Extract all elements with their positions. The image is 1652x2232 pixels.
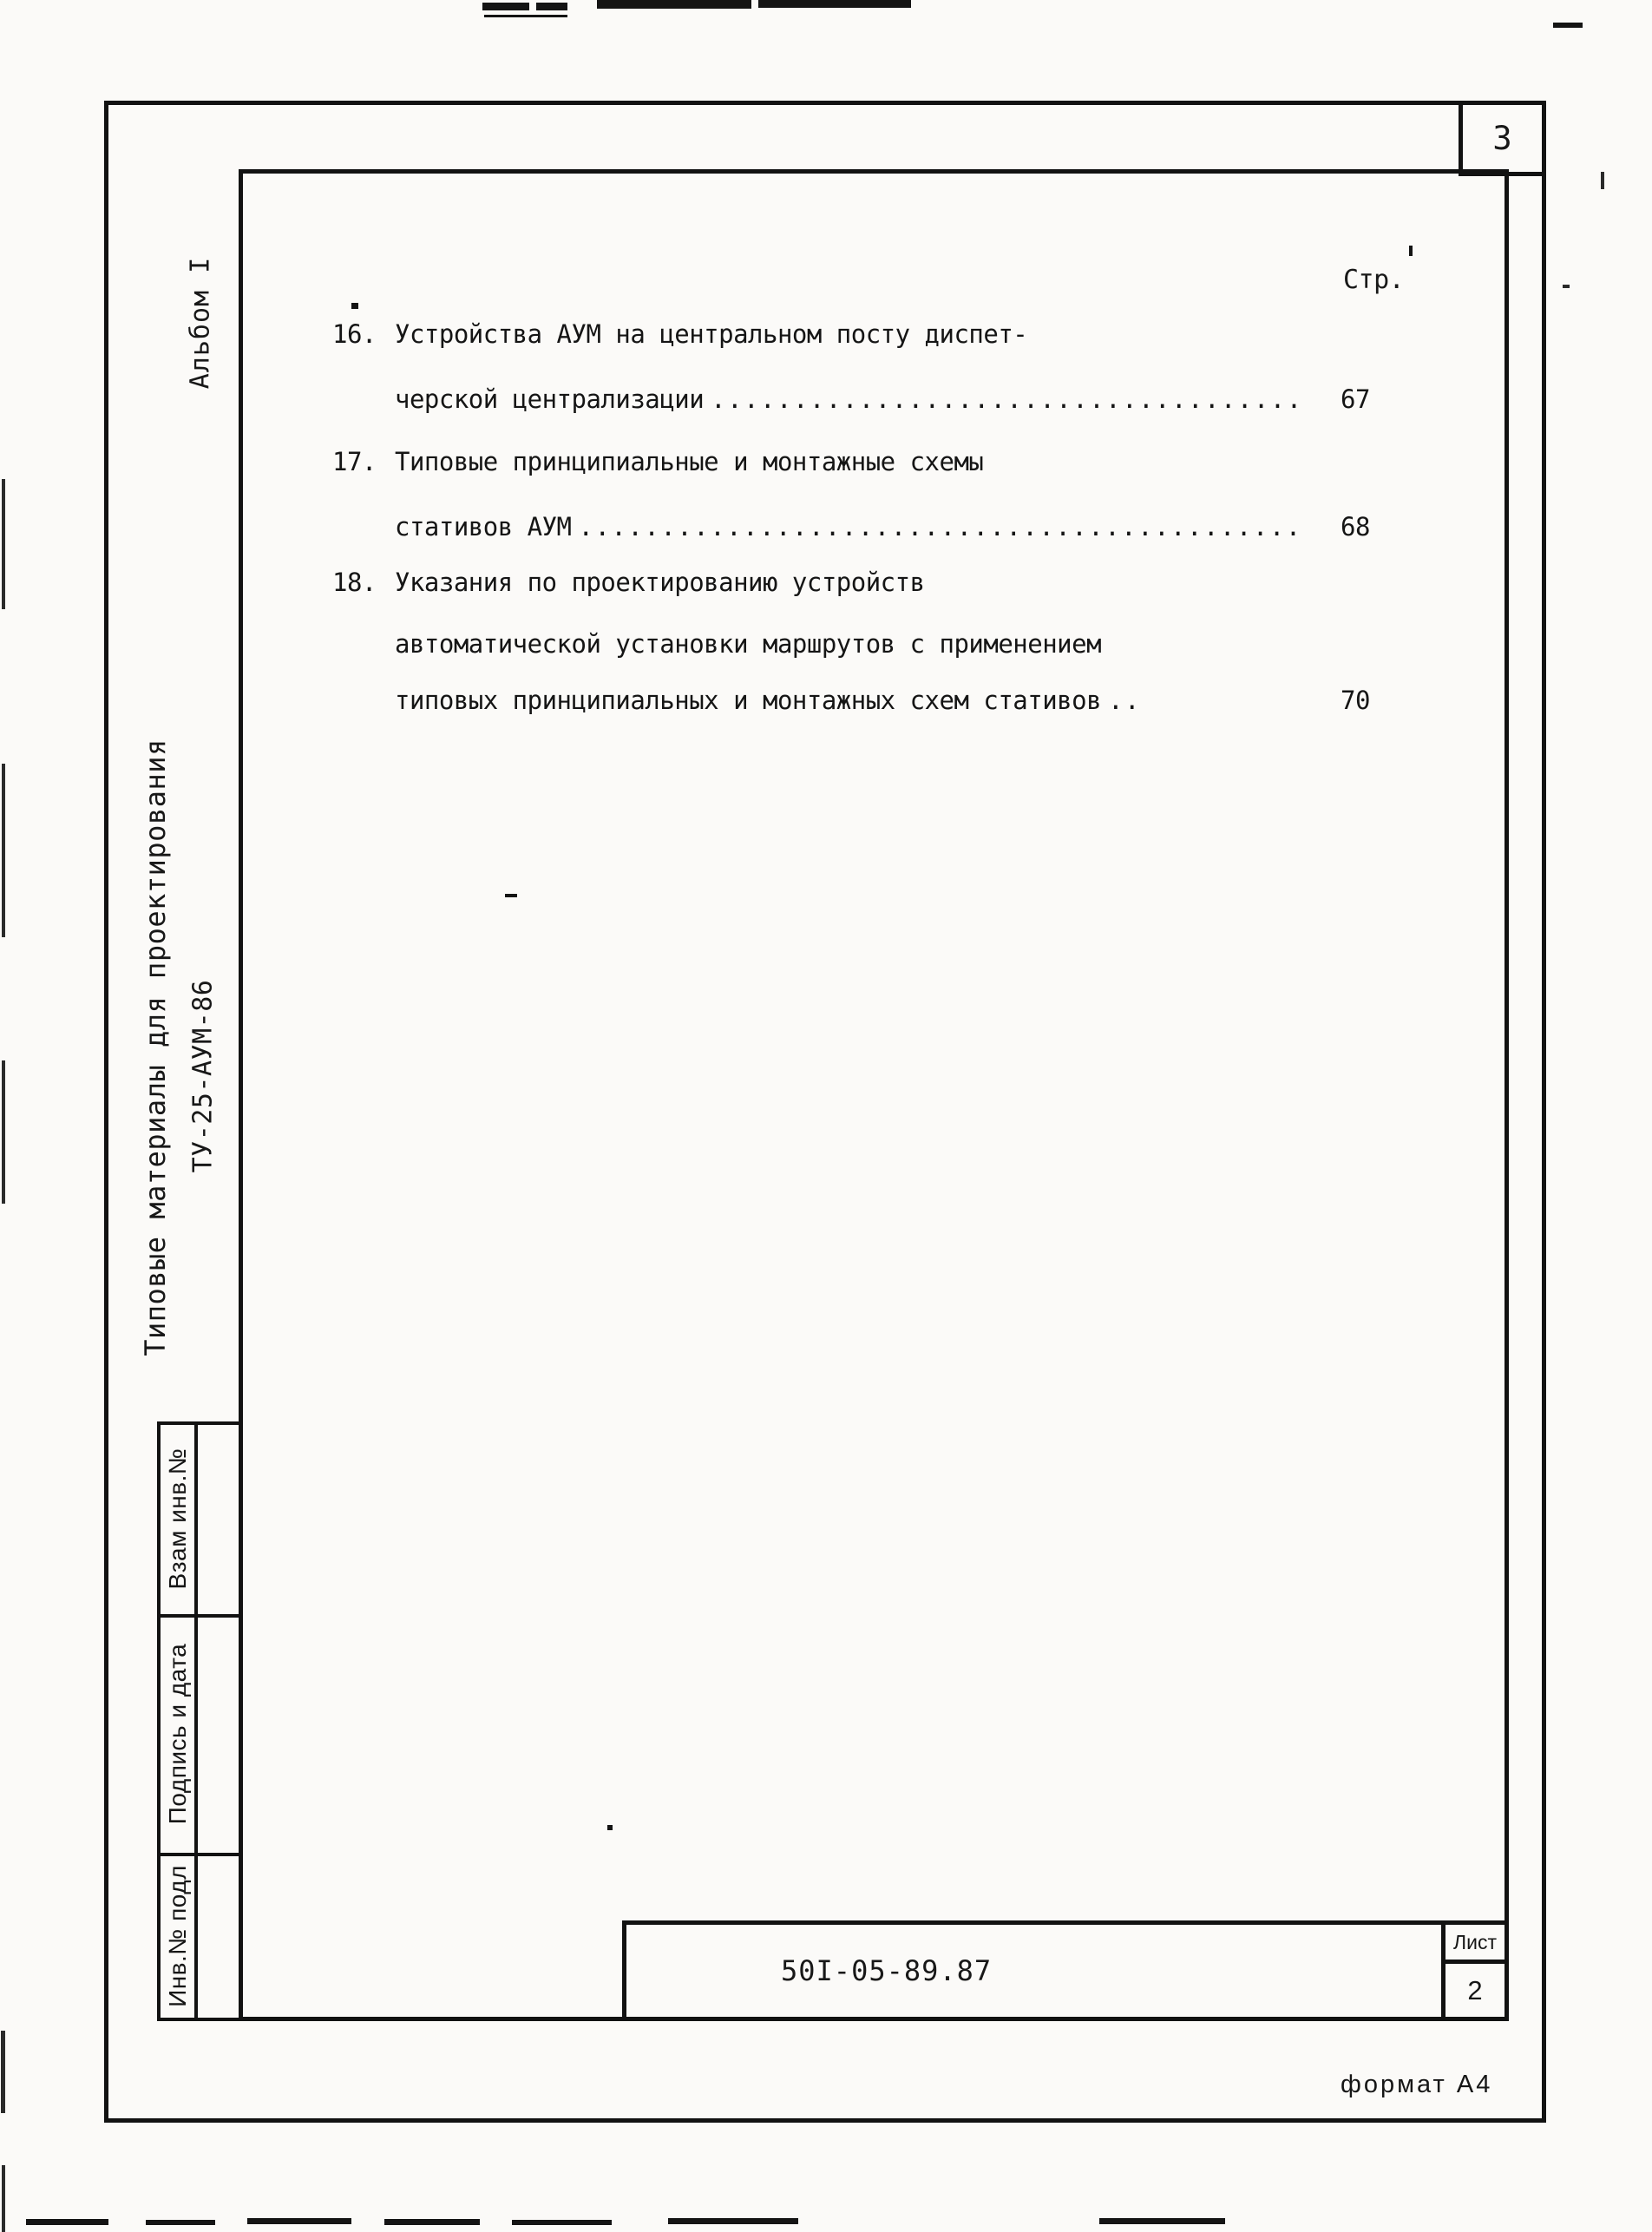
- toc-entry-text: стативов АУМ: [395, 512, 572, 542]
- title-block: [622, 1920, 1509, 2021]
- toc-row: [332, 568, 1427, 597]
- scan-artifact: [2, 2165, 5, 2232]
- scan-artifact: [2, 479, 5, 609]
- stamp-label-vzam: Взам инв.№: [164, 1448, 191, 1590]
- series-title-label: Типовые материалы для проектирования: [139, 739, 172, 1356]
- toc-row: [332, 384, 1427, 414]
- scan-artifact: [758, 0, 911, 8]
- toc-entry-text: Устройства АУМ на центральном посту диспет-: [395, 319, 1028, 349]
- toc-row: [332, 686, 1427, 715]
- sheet-label: Лист: [1446, 1925, 1504, 1964]
- toc-page-number: 68: [1341, 512, 1370, 542]
- series-code-label: ТУ-25-АУМ-86: [187, 979, 219, 1173]
- toc-row: [332, 319, 1427, 349]
- stamp-cell-inv-empty: [194, 1853, 242, 2021]
- toc-row: [332, 629, 1427, 659]
- scan-artifact: [1409, 246, 1413, 256]
- sheet-value: 2: [1467, 1974, 1483, 2006]
- stamp-cell-vzam-empty: [194, 1421, 242, 1618]
- toc-entry-text: черской централизации: [395, 384, 705, 414]
- format-note: формат А4: [1341, 2071, 1493, 2098]
- scan-artifact: [384, 2219, 480, 2225]
- scan-artifact: [2, 764, 5, 937]
- toc-entry-text: автоматической установки маршрутов с применением: [395, 629, 1102, 659]
- scan-artifact: [146, 2220, 215, 2225]
- page-number-box: [1459, 101, 1546, 176]
- scan-artifact: [597, 0, 751, 9]
- scan-artifact: [1, 2031, 5, 2113]
- toc-entry-number: 17.: [332, 447, 377, 476]
- toc-row: [332, 447, 1427, 476]
- scan-artifact: [351, 303, 358, 309]
- toc-entry-text: Типовые принципиальные и монтажные схемы: [395, 447, 984, 476]
- scan-artifact: [1601, 172, 1604, 189]
- scan-artifact: [1553, 23, 1583, 28]
- toc-entry-text: типовых принципиальных и монтажных схем стативов: [395, 686, 1102, 715]
- scan-artifact: [668, 2218, 798, 2224]
- page-column-header: Стр.: [1343, 265, 1405, 295]
- scan-artifact: [505, 894, 517, 897]
- scan-artifact: [1563, 285, 1570, 288]
- scan-artifact: [512, 2220, 612, 2225]
- scan-artifact: [536, 3, 567, 10]
- scan-artifact: [484, 15, 567, 17]
- scan-artifact: [607, 1825, 613, 1830]
- scan-artifact: [2, 1060, 5, 1204]
- stamp-cell-podpis-empty: [194, 1614, 242, 1856]
- toc-row: [332, 512, 1427, 542]
- scan-artifact: [247, 2218, 351, 2224]
- toc-dot-leader: ..: [1108, 686, 1141, 715]
- page-number: 3: [1492, 120, 1512, 157]
- toc-entry-number: 18.: [332, 568, 377, 597]
- scan-artifact: [482, 3, 529, 10]
- sheet-column: [1441, 1925, 1504, 2017]
- toc-dot-leader: ....................................: [711, 384, 1303, 414]
- toc-entry-text: Указания по проектированию устройств: [395, 568, 925, 597]
- scan-artifact: [1099, 2218, 1225, 2224]
- toc-entry-number: 16.: [332, 319, 377, 349]
- toc-page-number: 67: [1341, 384, 1370, 414]
- toc-page-number: 70: [1341, 686, 1370, 715]
- document-number: 50I-05-89.87: [781, 1954, 993, 1987]
- scan-artifact: [26, 2219, 108, 2225]
- stamp-label-inv: Инв.№ подл: [164, 1865, 191, 2007]
- album-label: Альбом I: [185, 256, 216, 390]
- toc-dot-leader: ............................................: [578, 512, 1302, 542]
- stamp-label-podpis: Подпись и дата: [164, 1643, 191, 1825]
